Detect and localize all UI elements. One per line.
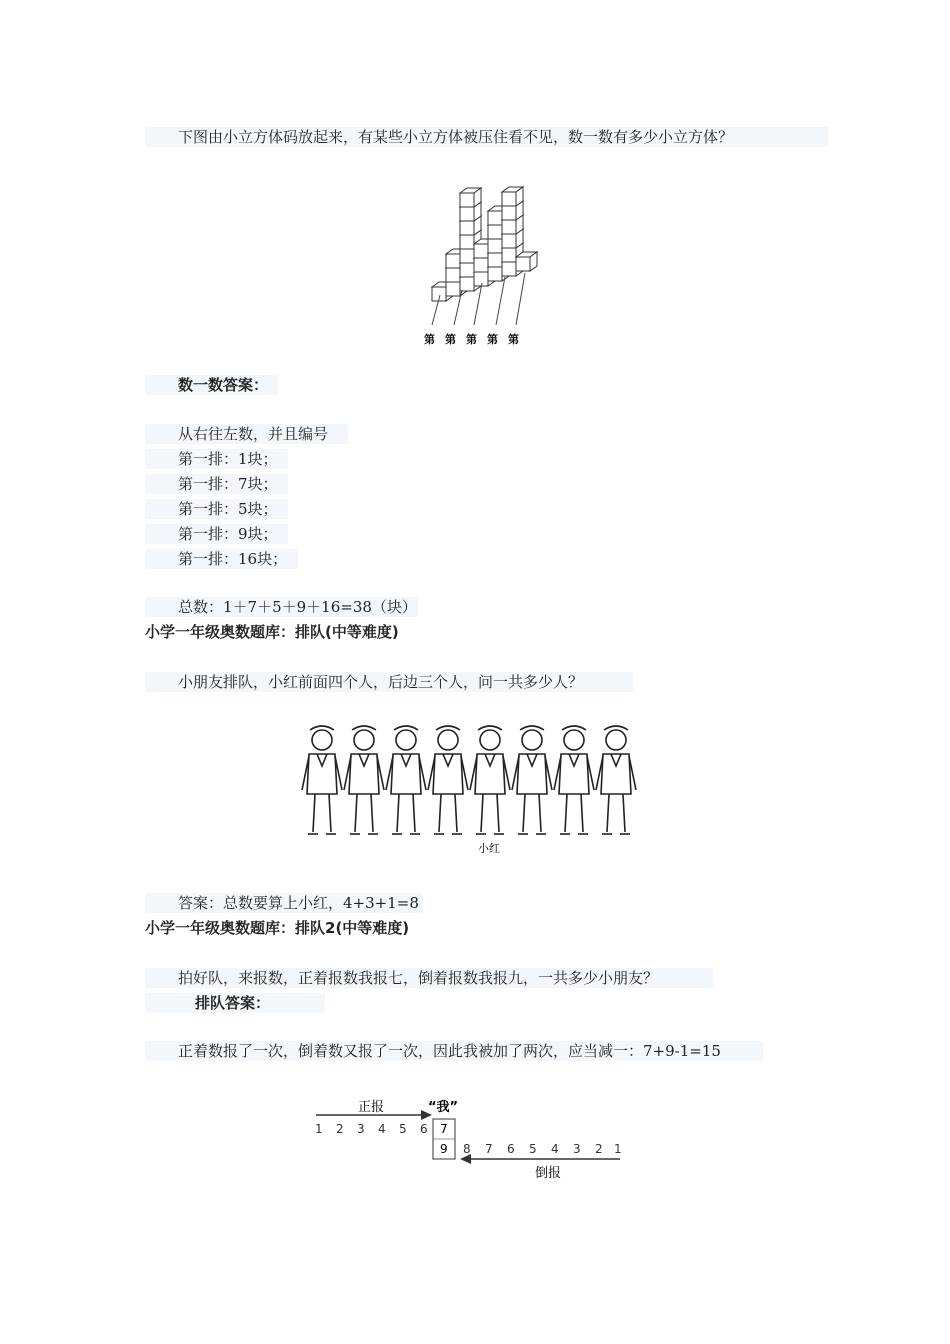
row-count-4: 第一排：9块； [145, 524, 288, 544]
cube [460, 263, 474, 277]
cube [446, 282, 460, 296]
cube [502, 206, 516, 220]
counting-diagram [308, 1093, 628, 1181]
child-figure [596, 726, 636, 834]
cube-question: 下图由小立方体码放起来，有某些小立方体被压住看不见，数一数有多少小立方体？ [145, 127, 828, 147]
backward-label: 倒报 [535, 1166, 562, 1181]
backward-number: 3 [573, 1142, 581, 1156]
cube [474, 244, 488, 258]
queue2-question: 拍好队，来报数，正着报数我报七，倒着报数我报九，一共多少小朋友？ [145, 968, 713, 988]
row-label-5: 第 [508, 333, 519, 346]
child-figure [386, 726, 426, 834]
queue-question: 小朋友排队，小红前面四个人，后边三个人，问一共多少人？ [145, 672, 633, 692]
forward-number: 1 [315, 1122, 323, 1136]
child-figure [554, 726, 594, 834]
row-label-1: 第 [424, 333, 435, 346]
queue2-answer-title: 排队答案： [145, 993, 325, 1013]
queue2-heading: 小学一年级奥数题库：排队2(中等难度) [145, 919, 410, 937]
forward-number: 2 [336, 1122, 344, 1136]
backward-number: 6 [507, 1142, 515, 1156]
row-label-2: 第 [445, 333, 456, 346]
cube [460, 277, 474, 291]
box-bottom-number: 9 [440, 1142, 448, 1156]
cube-answer-title: 数一数答案： [145, 375, 278, 395]
stacked-cubes-figure [410, 185, 545, 350]
cube [474, 272, 488, 286]
xiaohong-figure [470, 726, 510, 834]
cube [460, 235, 474, 249]
backward-number: 2 [595, 1142, 603, 1156]
backward-number: 5 [529, 1142, 537, 1156]
cube [502, 220, 516, 234]
forward-number: 3 [357, 1122, 365, 1136]
child-figure [428, 726, 468, 834]
cube [488, 267, 502, 281]
backward-number: 1 [614, 1142, 622, 1156]
row-count-2: 第一排：7块； [145, 474, 288, 494]
box-top-number: 7 [440, 1122, 448, 1136]
cube [446, 254, 460, 268]
cube [488, 211, 502, 225]
row-count-3: 第一排：5块； [145, 499, 288, 519]
cube [460, 193, 474, 207]
queue-heading: 小学一年级奥数题库：排队(中等难度) [145, 623, 399, 641]
forward-number: 4 [378, 1122, 386, 1136]
forward-number: 6 [420, 1122, 428, 1136]
cube [460, 207, 474, 221]
row-label-3: 第 [466, 333, 477, 346]
cube-method: 从右往左数，并且编号 [145, 424, 348, 444]
backward-number: 8 [463, 1142, 471, 1156]
cube [488, 239, 502, 253]
cube [460, 249, 474, 263]
row-count-1: 第一排：1块； [145, 449, 288, 469]
cube [502, 234, 516, 248]
row-label-4: 第 [487, 333, 498, 346]
forward-label: 正报 [358, 1100, 385, 1115]
children-lineup-figure [300, 722, 640, 857]
xiaohong-label: 小红 [478, 842, 500, 855]
cube [474, 258, 488, 272]
backward-number: 4 [551, 1142, 559, 1156]
cube-total: 总数：1＋7＋5＋9＋16=38（块） [145, 597, 418, 617]
queue-answer: 答案：总数要算上小红，4+3+1=8 [145, 893, 423, 913]
child-figure [302, 726, 342, 834]
cube [446, 268, 460, 282]
forward-number: 5 [399, 1122, 407, 1136]
backward-number: 7 [485, 1142, 493, 1156]
cube [502, 192, 516, 206]
cube [502, 262, 516, 276]
cube [502, 248, 516, 262]
cube [516, 257, 530, 271]
row-count-5: 第一排：16块； [145, 549, 298, 569]
child-figure [512, 726, 552, 834]
cube [488, 225, 502, 239]
queue2-answer: 正着数报了一次，倒着数又报了一次，因此我被加了两次，应当减一：7+9-1=15 [145, 1041, 763, 1061]
cube [460, 221, 474, 235]
child-figure [344, 726, 384, 834]
cube [488, 253, 502, 267]
me-label: “我” [428, 1100, 459, 1115]
